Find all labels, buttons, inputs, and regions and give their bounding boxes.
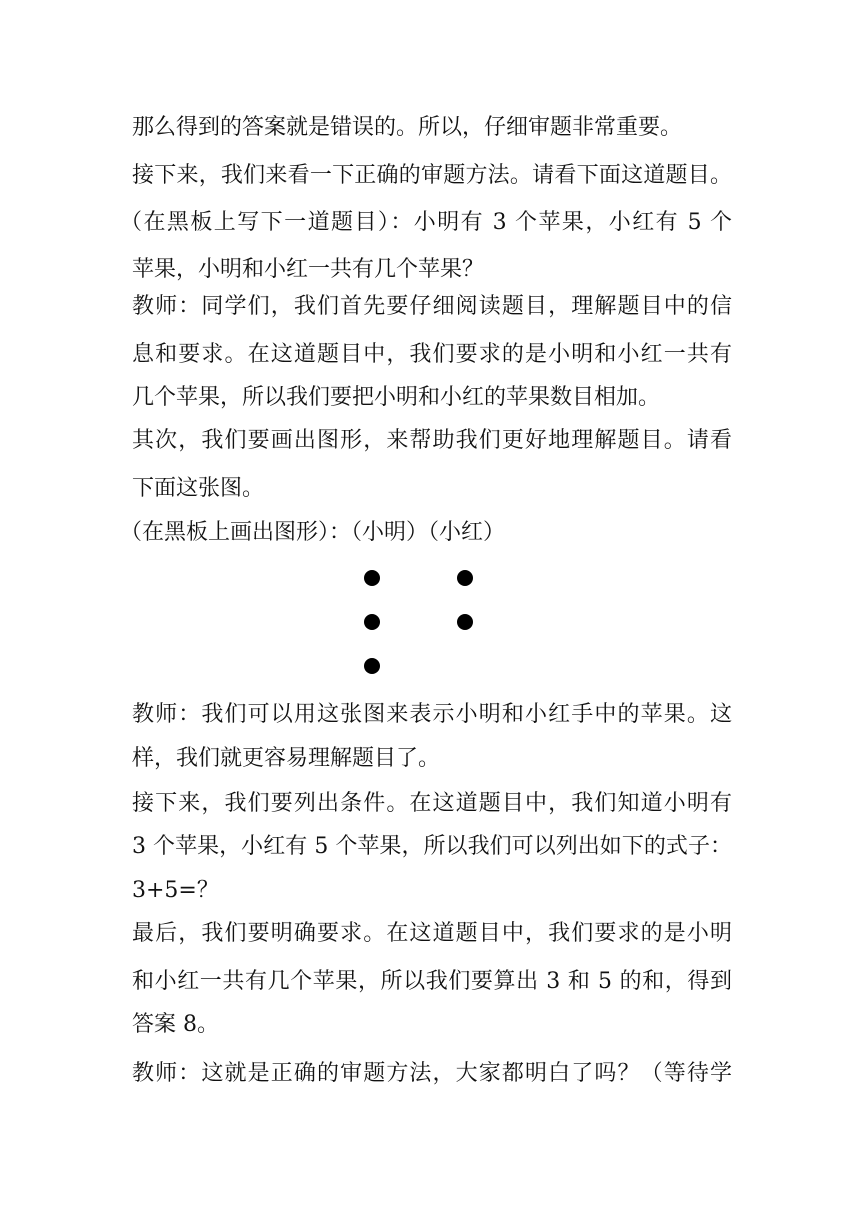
text-line: 教师：这就是正确的审题方法，大家都明白了吗？（等待学 — [132, 1061, 732, 1086]
text-line: 教师：同学们，我们首先要仔细阅读题目，理解题目中的信 — [132, 294, 732, 319]
text-line: 和小红一共有几个苹果，所以我们要算出 3 和 5 的和，得到 — [132, 969, 732, 994]
text-line: 那么得到的答案就是错误的。所以，仔细审题非常重要。 — [132, 115, 683, 140]
text-line: 接下来，我们来看一下正确的审题方法。请看下面这道题目。 — [132, 163, 732, 188]
xiaohong-apple-dot — [457, 570, 473, 586]
text-line: 最后，我们要明确要求。在这道题目中，我们要求的是小明 — [132, 921, 732, 946]
text-line: 息和要求。在这道题目中，我们要求的是小明和小红一共有 — [132, 342, 732, 367]
text-line: 其次，我们要画出图形，来帮助我们更好地理解题目。请看 — [132, 428, 732, 453]
text-line: （在黑板上写下一道题目）：小明有 3 个苹果，小红有 5 个 — [120, 210, 732, 235]
xiaohong-apple-dot — [457, 614, 473, 630]
xiaoming-apple-dot — [364, 614, 380, 630]
xiaoming-apple-dot — [364, 570, 380, 586]
text-line: （在黑板上画出图形）：（小明）（小红） — [120, 520, 506, 545]
text-line: 接下来，我们要列出条件。在这道题目中，我们知道小明有 — [132, 791, 732, 816]
text-line: 答案 8。 — [132, 1012, 219, 1037]
text-line: 3 个苹果，小红有 5 个苹果，所以我们可以列出如下的式子： — [132, 834, 732, 859]
xiaoming-apple-dot — [364, 658, 380, 674]
text-line: 下面这张图。 — [132, 476, 265, 501]
text-line: 几个苹果，所以我们要把小明和小红的苹果数目相加。 — [132, 385, 661, 410]
text-line: 教师：我们可以用这张图来表示小明和小红手中的苹果。这 — [132, 702, 732, 727]
text-line: 样，我们就更容易理解题目了。 — [132, 746, 441, 771]
formula-line: 3+5=？ — [132, 878, 219, 903]
text-line: 苹果，小明和小红一共有几个苹果？ — [132, 257, 485, 282]
